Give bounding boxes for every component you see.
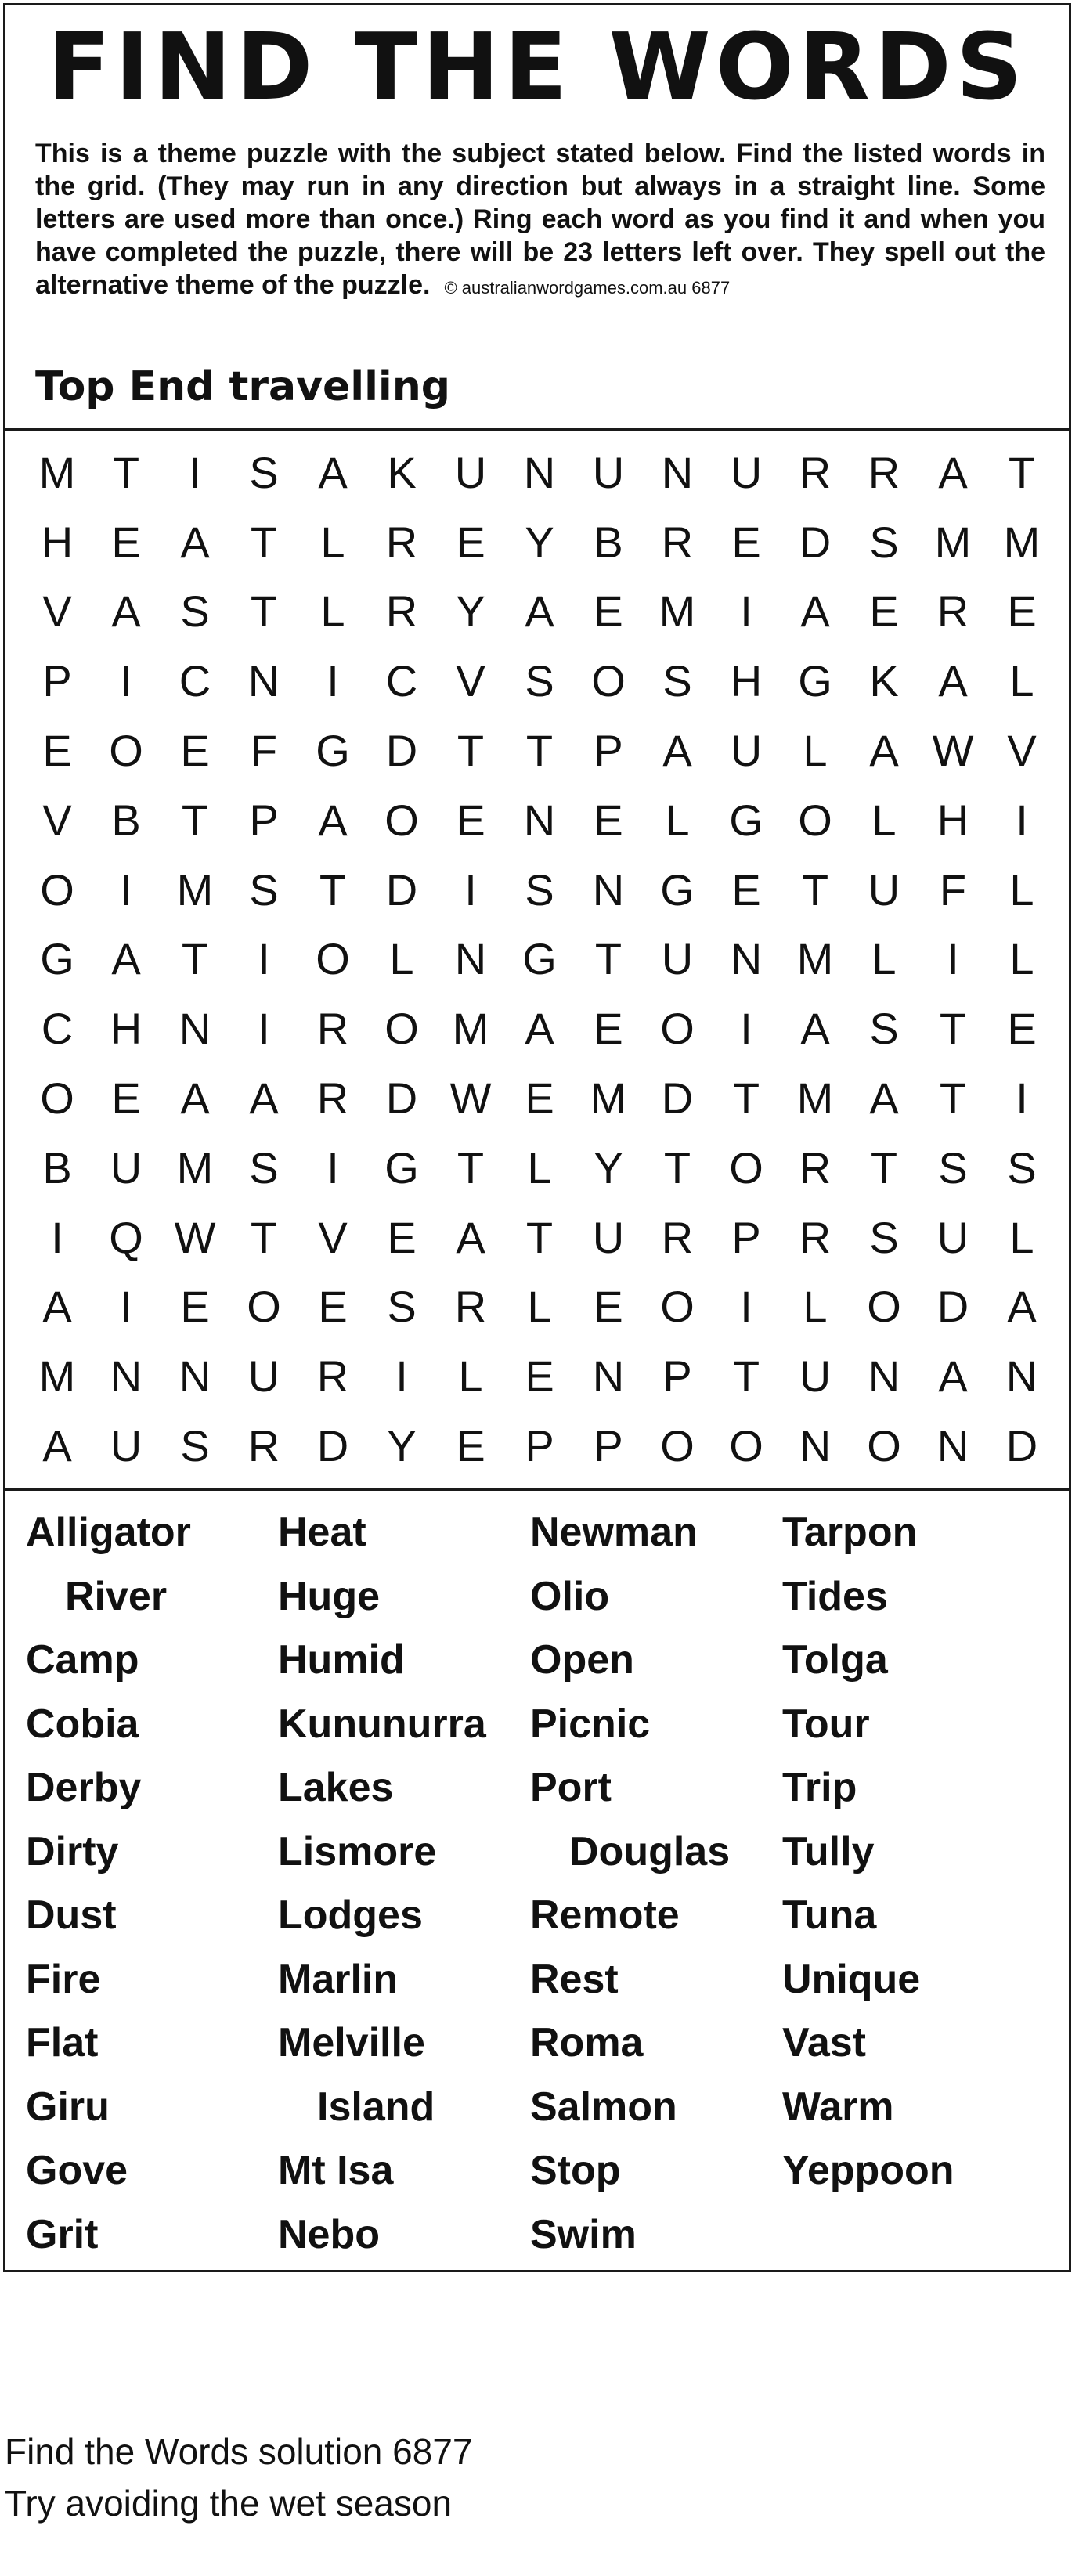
grid-cell[interactable]: M bbox=[176, 864, 214, 915]
grid-cell[interactable]: U bbox=[868, 864, 900, 915]
grid-cell[interactable]: M bbox=[38, 1351, 76, 1402]
grid-cell[interactable]: R bbox=[868, 447, 900, 497]
grid-cell[interactable]: M bbox=[934, 517, 972, 567]
grid-cell[interactable]: O bbox=[247, 1282, 281, 1332]
grid-cell[interactable]: Y bbox=[594, 1142, 623, 1192]
grid-cell[interactable]: T bbox=[181, 934, 209, 984]
grid-cell[interactable]: P bbox=[731, 1212, 761, 1262]
grid-cell[interactable]: T bbox=[250, 586, 278, 637]
word-list-item: Tuna bbox=[782, 1892, 877, 1938]
grid-cell[interactable]: N bbox=[730, 934, 763, 984]
grid-cell[interactable]: T bbox=[456, 1142, 485, 1192]
grid-cell[interactable]: N bbox=[868, 1351, 900, 1402]
word-list-item: Newman bbox=[530, 1510, 698, 1555]
grid-cell[interactable]: R bbox=[385, 517, 418, 567]
grid-cell[interactable]: E bbox=[456, 795, 485, 845]
grid-cell[interactable]: R bbox=[247, 1421, 280, 1471]
grid-cell[interactable]: F bbox=[939, 864, 967, 915]
grid-cell[interactable]: I bbox=[740, 586, 752, 637]
grid-cell[interactable]: S bbox=[387, 1282, 417, 1332]
word-list-item: Lakes bbox=[278, 1765, 394, 1810]
word-list-item: Tully bbox=[782, 1828, 875, 1874]
word-list-item: Giru bbox=[26, 2084, 110, 2130]
grid-cell[interactable]: A bbox=[869, 1073, 899, 1124]
grid-cell[interactable]: O bbox=[40, 1073, 74, 1124]
word-list-item: Cobia bbox=[26, 1701, 139, 1747]
grid-cell[interactable]: T bbox=[525, 1212, 554, 1262]
grid-cell[interactable]: S bbox=[249, 864, 279, 915]
grid-cell[interactable]: A bbox=[42, 1421, 72, 1471]
grid-cell[interactable]: L bbox=[527, 1282, 552, 1332]
grid-cell[interactable]: P bbox=[594, 1421, 623, 1471]
grid-cell[interactable]: A bbox=[456, 1212, 485, 1262]
word-list-item: Fire bbox=[26, 1956, 101, 2002]
grid-cell[interactable]: M bbox=[659, 586, 696, 637]
word-column bbox=[26, 1501, 284, 2267]
instructions-text: This is a theme puzzle with the subject stated below. Find the listed words in the grid. (They may run in any direction but always in a straight line. Some letters are used more than once.) Ring each word as you find it and when you have completed the puzzle, there will be 23 letters left over. They spell out the alternative theme of the puzzle. bbox=[35, 139, 1045, 300]
grid-cell[interactable]: T bbox=[732, 1073, 760, 1124]
grid-cell[interactable]: E bbox=[318, 1282, 348, 1332]
grid-cell[interactable]: U bbox=[799, 1351, 832, 1402]
grid-cell[interactable]: G bbox=[522, 934, 557, 984]
grid-cell[interactable]: O bbox=[384, 795, 419, 845]
word-list-item: Lismore bbox=[278, 1828, 437, 1874]
grid-cell[interactable]: T bbox=[1008, 447, 1036, 497]
word-list-item: Port bbox=[530, 1765, 612, 1810]
grid-cell[interactable]: O bbox=[867, 1421, 901, 1471]
grid-cell[interactable]: T bbox=[525, 726, 554, 776]
grid-cell[interactable]: L bbox=[1009, 1212, 1034, 1262]
header-divider bbox=[5, 428, 1069, 431]
grid-cell[interactable]: N bbox=[454, 934, 487, 984]
grid-cell[interactable]: T bbox=[456, 726, 485, 776]
grid-cell[interactable]: P bbox=[525, 1421, 554, 1471]
word-list-item: Vast bbox=[782, 2020, 866, 2065]
grid-cell[interactable]: E bbox=[180, 1282, 210, 1332]
grid-cell[interactable]: E bbox=[456, 1421, 485, 1471]
grid-cell[interactable]: R bbox=[799, 1142, 832, 1192]
grid-cell[interactable]: L bbox=[458, 1351, 483, 1402]
grid-cell[interactable]: A bbox=[249, 1073, 279, 1124]
word-list-item: Douglas bbox=[569, 1828, 731, 1874]
grid-cell[interactable]: A bbox=[318, 447, 348, 497]
copyright-notice: © australianwordgames.com.au 6877 bbox=[444, 278, 731, 298]
grid-cell[interactable]: U bbox=[730, 447, 763, 497]
grid-cell[interactable]: R bbox=[316, 1004, 349, 1054]
grid-cell[interactable]: A bbox=[111, 934, 141, 984]
grid-cell[interactable]: I bbox=[189, 447, 201, 497]
grid-cell[interactable]: V bbox=[1007, 726, 1037, 776]
grid-cell[interactable]: I bbox=[1016, 795, 1028, 845]
grid-cell[interactable]: L bbox=[320, 517, 345, 567]
word-list-item: Tarpon bbox=[782, 1510, 918, 1555]
puzzle-frame bbox=[3, 3, 1071, 2272]
grid-cell[interactable]: U bbox=[661, 934, 694, 984]
grid-cell[interactable]: A bbox=[869, 726, 899, 776]
grid-cell[interactable]: T bbox=[250, 517, 278, 567]
word-column bbox=[530, 1501, 788, 2267]
grid-cell[interactable]: N bbox=[661, 447, 694, 497]
word-list-item: Derby bbox=[26, 1765, 142, 1810]
grid-cell[interactable]: N bbox=[247, 656, 280, 706]
grid-cell[interactable]: B bbox=[594, 517, 623, 567]
word-list-item: Dust bbox=[26, 1892, 117, 1938]
grid-cell[interactable]: Y bbox=[387, 1421, 417, 1471]
grid-cell[interactable]: A bbox=[525, 586, 554, 637]
grid-cell[interactable]: U bbox=[110, 1142, 143, 1192]
grid-cell[interactable]: L bbox=[1009, 934, 1034, 984]
word-list-item: Tolga bbox=[782, 1637, 888, 1683]
word-list-item: Nebo bbox=[278, 2211, 380, 2257]
grid-cell[interactable]: I bbox=[327, 1142, 339, 1192]
grid-cell[interactable]: W bbox=[174, 1212, 216, 1262]
word-list-item: Salmon bbox=[530, 2084, 677, 2130]
grid-cell[interactable]: L bbox=[1009, 656, 1034, 706]
grid-cell[interactable]: O bbox=[660, 1282, 695, 1332]
grid-cell[interactable]: A bbox=[662, 726, 692, 776]
grid-cell[interactable]: U bbox=[592, 1212, 625, 1262]
word-list-item: Yeppoon bbox=[782, 2148, 955, 2193]
grid-cell[interactable]: E bbox=[456, 517, 485, 567]
grid-cell[interactable]: T bbox=[801, 864, 829, 915]
grid-cell[interactable]: D bbox=[661, 1073, 694, 1124]
grid-cell[interactable]: C bbox=[41, 1004, 74, 1054]
grid-cell[interactable]: H bbox=[936, 795, 969, 845]
grid-cell[interactable]: D bbox=[385, 864, 418, 915]
grid-cell[interactable]: C bbox=[179, 656, 211, 706]
grid-cell[interactable]: L bbox=[320, 586, 345, 637]
grid-cell[interactable]: T bbox=[663, 1142, 691, 1192]
grid-cell[interactable]: V bbox=[42, 795, 72, 845]
grid-cell[interactable]: O bbox=[798, 795, 832, 845]
grid-cell[interactable]: S bbox=[249, 1142, 279, 1192]
grid-cell[interactable]: S bbox=[869, 1212, 899, 1262]
grid-cell[interactable]: K bbox=[387, 447, 417, 497]
grid-cell[interactable]: O bbox=[660, 1004, 695, 1054]
grid-cell[interactable]: H bbox=[730, 656, 763, 706]
grid-cell[interactable]: M bbox=[796, 1073, 834, 1124]
grid-cell[interactable]: O bbox=[729, 1142, 763, 1192]
grid-cell[interactable]: O bbox=[316, 934, 350, 984]
word-column bbox=[782, 1501, 1041, 2203]
grid-cell[interactable]: I bbox=[1016, 1073, 1028, 1124]
word-list-item: Remote bbox=[530, 1892, 680, 1938]
grid-cell[interactable]: O bbox=[109, 726, 143, 776]
grid-cell[interactable]: L bbox=[872, 795, 897, 845]
grid-cell[interactable]: S bbox=[525, 864, 554, 915]
grid-cell[interactable]: E bbox=[594, 586, 623, 637]
grid-cell[interactable]: U bbox=[936, 1212, 969, 1262]
letter-grid bbox=[23, 438, 1056, 1481]
grid-cell[interactable]: R bbox=[316, 1351, 349, 1402]
grid-cell[interactable]: I bbox=[947, 934, 959, 984]
grid-cell[interactable]: R bbox=[316, 1073, 349, 1124]
grid-cell[interactable]: I bbox=[258, 934, 270, 984]
grid-cell[interactable]: O bbox=[40, 864, 74, 915]
grid-cell[interactable]: R bbox=[661, 1212, 694, 1262]
grid-cell[interactable]: N bbox=[179, 1351, 211, 1402]
grid-cell[interactable]: E bbox=[525, 1073, 554, 1124]
grid-cell[interactable]: V bbox=[42, 586, 72, 637]
grid-cell[interactable]: M bbox=[1003, 517, 1041, 567]
word-list-item: Flat bbox=[26, 2020, 99, 2065]
grid-cell[interactable]: N bbox=[592, 1351, 625, 1402]
puzzle-theme: Top End travelling bbox=[35, 363, 450, 410]
grid-cell[interactable]: A bbox=[800, 1004, 830, 1054]
grid-cell[interactable]: M bbox=[590, 1073, 627, 1124]
grid-cell[interactable]: S bbox=[525, 656, 554, 706]
grid-cell[interactable]: U bbox=[247, 1351, 280, 1402]
grid-cell[interactable]: V bbox=[456, 656, 485, 706]
grid-cell[interactable]: D bbox=[1005, 1421, 1038, 1471]
grid-cell[interactable]: T bbox=[870, 1142, 898, 1192]
grid-cell[interactable]: C bbox=[385, 656, 418, 706]
grid-cell[interactable]: G bbox=[316, 726, 350, 776]
word-list-item: Melville bbox=[278, 2020, 425, 2065]
grid-cell[interactable]: R bbox=[454, 1282, 487, 1332]
grid-cell[interactable]: M bbox=[38, 447, 76, 497]
grid-divider bbox=[5, 1488, 1069, 1491]
grid-cell[interactable]: T bbox=[732, 1351, 760, 1402]
grid-cell[interactable]: T bbox=[319, 864, 347, 915]
grid-cell[interactable]: S bbox=[938, 1142, 968, 1192]
grid-cell[interactable]: I bbox=[740, 1282, 752, 1332]
word-list-item: Picnic bbox=[530, 1701, 651, 1747]
grid-cell[interactable]: P bbox=[249, 795, 279, 845]
grid-cell[interactable]: A bbox=[938, 447, 968, 497]
grid-cell[interactable]: I bbox=[120, 1282, 132, 1332]
grid-cell[interactable]: A bbox=[525, 1004, 554, 1054]
word-list-item: Alligator bbox=[26, 1510, 191, 1555]
grid-cell[interactable]: E bbox=[111, 517, 141, 567]
word-list-item: Swim bbox=[530, 2211, 637, 2257]
grid-cell[interactable]: U bbox=[592, 447, 625, 497]
grid-cell[interactable]: T bbox=[181, 795, 209, 845]
grid-cell[interactable]: A bbox=[1007, 1282, 1037, 1332]
grid-cell[interactable]: D bbox=[936, 1282, 969, 1332]
word-list-item: Dirty bbox=[26, 1828, 119, 1874]
grid-cell[interactable]: E bbox=[594, 1004, 623, 1054]
grid-cell[interactable]: L bbox=[665, 795, 690, 845]
word-list-item: Warm bbox=[782, 2084, 894, 2130]
grid-cell[interactable]: G bbox=[660, 864, 695, 915]
grid-cell[interactable]: A bbox=[180, 517, 210, 567]
grid-cell[interactable]: E bbox=[525, 1351, 554, 1402]
grid-cell[interactable]: G bbox=[798, 656, 832, 706]
grid-cell[interactable]: N bbox=[179, 1004, 211, 1054]
grid-cell[interactable]: L bbox=[527, 1142, 552, 1192]
word-list-item: Humid bbox=[278, 1637, 405, 1683]
grid-cell[interactable]: O bbox=[867, 1282, 901, 1332]
grid-cell[interactable]: G bbox=[729, 795, 763, 845]
grid-cell[interactable]: P bbox=[662, 1351, 692, 1402]
grid-cell[interactable]: E bbox=[180, 726, 210, 776]
grid-cell[interactable]: I bbox=[395, 1351, 408, 1402]
grid-cell[interactable]: R bbox=[799, 1212, 832, 1262]
grid-cell[interactable]: L bbox=[872, 934, 897, 984]
grid-cell[interactable]: K bbox=[869, 656, 899, 706]
grid-cell[interactable]: G bbox=[384, 1142, 419, 1192]
grid-cell[interactable]: A bbox=[800, 586, 830, 637]
grid-cell[interactable]: M bbox=[796, 934, 834, 984]
grid-cell[interactable]: I bbox=[258, 1004, 270, 1054]
grid-cell[interactable]: N bbox=[592, 864, 625, 915]
grid-cell[interactable]: T bbox=[250, 1212, 278, 1262]
grid-cell[interactable]: I bbox=[120, 656, 132, 706]
grid-cell[interactable]: I bbox=[327, 656, 339, 706]
word-list-item: Kununurra bbox=[278, 1701, 486, 1747]
grid-cell[interactable]: B bbox=[111, 795, 141, 845]
grid-cell[interactable]: S bbox=[869, 517, 899, 567]
grid-cell[interactable]: M bbox=[176, 1142, 214, 1192]
grid-cell[interactable]: P bbox=[42, 656, 72, 706]
grid-cell[interactable]: O bbox=[729, 1421, 763, 1471]
word-list-item: Olio bbox=[530, 1573, 610, 1619]
word-list-item: Lodges bbox=[278, 1892, 423, 1938]
word-list-item: Huge bbox=[278, 1573, 380, 1619]
grid-cell[interactable]: O bbox=[660, 1421, 695, 1471]
grid-cell[interactable]: G bbox=[40, 934, 74, 984]
word-list-item: Unique bbox=[782, 1956, 921, 2002]
word-list-item: Rest bbox=[530, 1956, 619, 2002]
grid-cell[interactable]: R bbox=[799, 447, 832, 497]
word-list-item: Heat bbox=[278, 1510, 366, 1555]
grid-cell[interactable]: L bbox=[803, 726, 828, 776]
word-list-item: Island bbox=[317, 2084, 435, 2130]
solution-note bbox=[5, 2426, 473, 2529]
grid-cell[interactable]: N bbox=[523, 795, 556, 845]
grid-cell[interactable]: F bbox=[250, 726, 278, 776]
grid-cell[interactable]: D bbox=[316, 1421, 349, 1471]
grid-cell[interactable]: N bbox=[110, 1351, 143, 1402]
word-list-item: Roma bbox=[530, 2020, 644, 2065]
grid-cell[interactable]: R bbox=[936, 586, 969, 637]
word-list-item: Camp bbox=[26, 1637, 139, 1683]
grid-cell[interactable]: T bbox=[939, 1004, 967, 1054]
grid-cell[interactable]: B bbox=[42, 1142, 72, 1192]
grid-cell[interactable]: W bbox=[449, 1073, 492, 1124]
grid-cell[interactable]: S bbox=[180, 586, 210, 637]
grid-cell[interactable]: E bbox=[594, 1282, 623, 1332]
word-list-item: Marlin bbox=[278, 1956, 399, 2002]
grid-cell[interactable]: W bbox=[932, 726, 974, 776]
word-list-item: Tides bbox=[782, 1573, 888, 1619]
grid-cell[interactable]: N bbox=[523, 447, 556, 497]
grid-cell[interactable]: H bbox=[110, 1004, 143, 1054]
grid-cell[interactable]: S bbox=[662, 656, 692, 706]
grid-cell[interactable]: N bbox=[1005, 1351, 1038, 1402]
grid-cell[interactable]: I bbox=[464, 864, 477, 915]
grid-cell[interactable]: L bbox=[389, 934, 414, 984]
grid-cell[interactable]: S bbox=[1007, 1142, 1037, 1192]
grid-cell[interactable]: E bbox=[731, 864, 761, 915]
grid-cell[interactable]: P bbox=[594, 726, 623, 776]
grid-cell[interactable]: Q bbox=[109, 1212, 143, 1262]
grid-cell[interactable]: L bbox=[1009, 864, 1034, 915]
grid-cell[interactable]: T bbox=[939, 1073, 967, 1124]
grid-cell[interactable]: R bbox=[661, 517, 694, 567]
grid-cell[interactable]: S bbox=[180, 1421, 210, 1471]
grid-cell[interactable]: I bbox=[120, 864, 132, 915]
grid-cell[interactable]: A bbox=[180, 1073, 210, 1124]
grid-cell[interactable]: Y bbox=[525, 517, 554, 567]
grid-cell[interactable]: D bbox=[385, 726, 418, 776]
word-list-item: Trip bbox=[782, 1765, 857, 1810]
grid-cell[interactable]: E bbox=[869, 586, 899, 637]
grid-cell[interactable]: T bbox=[112, 447, 140, 497]
word-list-item: Tour bbox=[782, 1701, 870, 1747]
grid-cell[interactable]: U bbox=[730, 726, 763, 776]
grid-cell[interactable]: N bbox=[936, 1421, 969, 1471]
grid-cell[interactable]: S bbox=[869, 1004, 899, 1054]
grid-cell[interactable]: A bbox=[42, 1282, 72, 1332]
grid-cell[interactable]: T bbox=[594, 934, 622, 984]
word-list-item: Stop bbox=[530, 2148, 621, 2193]
grid-cell[interactable]: M bbox=[452, 1004, 489, 1054]
grid-cell[interactable]: D bbox=[799, 517, 832, 567]
word-list-item: Mt Isa bbox=[278, 2148, 394, 2193]
word-list-item: Open bbox=[530, 1637, 634, 1683]
grid-cell[interactable]: E bbox=[731, 517, 761, 567]
grid-cell[interactable]: Y bbox=[456, 586, 485, 637]
grid-cell[interactable]: A bbox=[318, 795, 348, 845]
grid-cell[interactable]: E bbox=[387, 1212, 417, 1262]
word-list-item: Grit bbox=[26, 2211, 99, 2257]
grid-cell[interactable]: S bbox=[249, 447, 279, 497]
word-list bbox=[26, 1501, 1059, 2257]
grid-cell[interactable]: U bbox=[110, 1421, 143, 1471]
word-list-item: Gove bbox=[26, 2148, 128, 2193]
puzzle-title: FIND THE WORDS bbox=[47, 13, 1027, 121]
puzzle-header bbox=[5, 5, 1069, 430]
grid-cell[interactable]: E bbox=[1007, 586, 1037, 637]
grid-cell[interactable]: D bbox=[385, 1073, 418, 1124]
grid-cell[interactable]: O bbox=[591, 656, 626, 706]
puzzle-instructions bbox=[35, 137, 1045, 305]
grid-cell[interactable]: E bbox=[1007, 1004, 1037, 1054]
grid-cell[interactable]: E bbox=[111, 1073, 141, 1124]
grid-cell[interactable]: L bbox=[803, 1282, 828, 1332]
grid-cell[interactable]: U bbox=[454, 447, 487, 497]
grid-cell[interactable]: V bbox=[318, 1212, 348, 1262]
solution-line: Find the Words solution 6877 bbox=[5, 2431, 473, 2472]
solution-hint: Try avoiding the wet season bbox=[5, 2483, 453, 2524]
word-column bbox=[278, 1501, 536, 2267]
grid-cell[interactable]: A bbox=[938, 1351, 968, 1402]
grid-cell[interactable]: N bbox=[799, 1421, 832, 1471]
grid-cell[interactable]: O bbox=[384, 1004, 419, 1054]
grid-cell[interactable]: I bbox=[740, 1004, 752, 1054]
grid-cell[interactable]: E bbox=[42, 726, 72, 776]
grid-cell[interactable]: H bbox=[41, 517, 74, 567]
grid-cell[interactable]: A bbox=[938, 656, 968, 706]
word-list-item: River bbox=[65, 1573, 168, 1619]
grid-cell[interactable]: R bbox=[385, 586, 418, 637]
grid-cell[interactable]: A bbox=[111, 586, 141, 637]
grid-cell[interactable]: I bbox=[51, 1212, 63, 1262]
grid-cell[interactable]: E bbox=[594, 795, 623, 845]
